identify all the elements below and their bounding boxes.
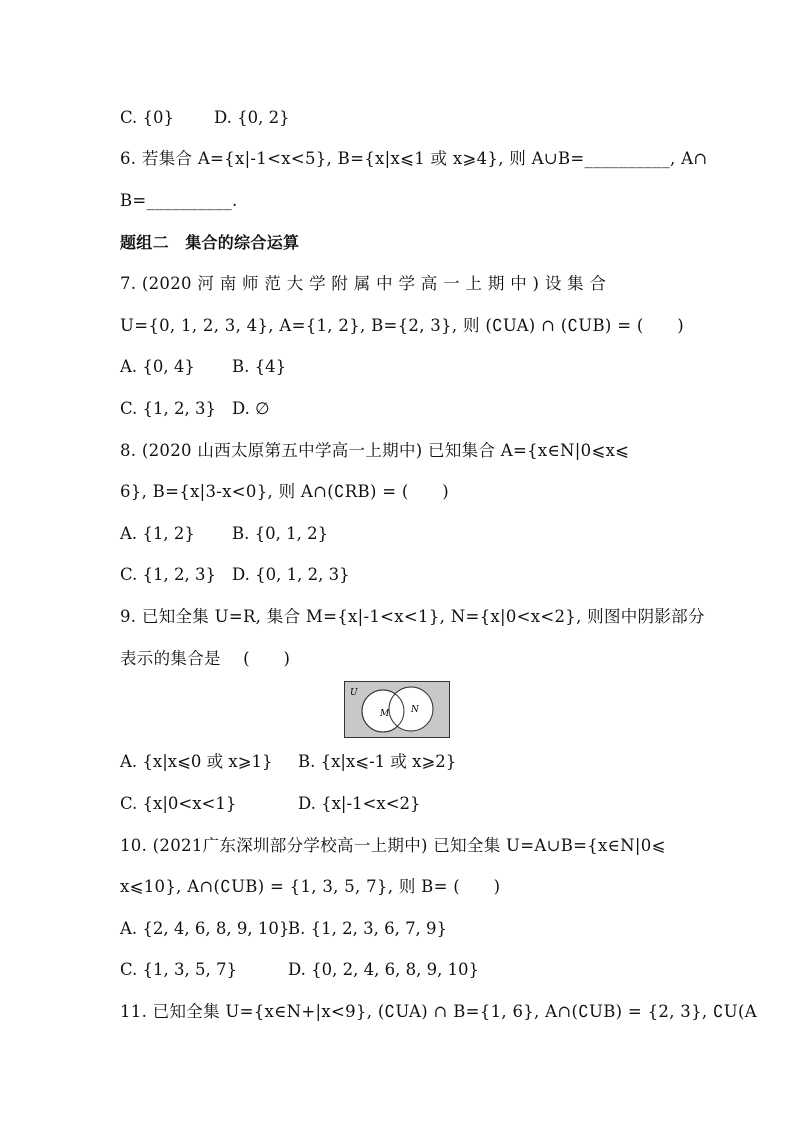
question-9-option-c: C. {x|0<x<1} xyxy=(120,794,237,813)
question-10-option-d: D. {0, 2, 4, 6, 8, 9, 10} xyxy=(288,960,480,979)
question-7-option-c: C. {1, 2, 3} xyxy=(120,399,216,418)
venn-label-n: N xyxy=(411,705,419,715)
section-title: 题组二 集合的综合运算 xyxy=(120,233,300,252)
question-10-line-1: 10. (2021广东深圳部分学校高一上期中) 已知全集 U=A∪B={x∈N|0⩽ xyxy=(120,836,666,855)
question-8-option-c: C. {1, 2, 3} xyxy=(120,565,216,584)
option-d: D. {0, 2} xyxy=(214,108,290,127)
question-7-line-1: 7. (2020 河 南 师 范 大 学 附 属 中 学 高 一 上 期 中 ) 设 集 合 xyxy=(120,274,607,293)
question-7-option-b: B. {4} xyxy=(232,357,287,376)
question-7-line-2: U={0, 1, 2, 3, 4}, A={1, 2}, B={2, 3}, 则 (∁UA) ∩ (∁UB) = ( ) xyxy=(120,316,684,335)
question-8-option-d: D. {0, 1, 2, 3} xyxy=(232,565,350,584)
question-9-option-a: A. {x|x⩽0 或 x⩾1} xyxy=(120,752,273,771)
question-10-option-a: A. {2, 4, 6, 8, 9, 10} xyxy=(120,919,290,938)
question-10-option-c: C. {1, 3, 5, 7} xyxy=(120,960,237,979)
question-9-option-b: B. {x|x⩽-1 或 x⩾2} xyxy=(298,752,457,771)
venn-diagram xyxy=(344,681,450,738)
question-10-option-b: B. {1, 2, 3, 6, 7, 9} xyxy=(288,919,448,938)
question-8-option-b: B. {0, 1, 2} xyxy=(232,524,329,543)
question-9-line-2: 表示的集合是 ( ) xyxy=(120,649,291,668)
question-8-line-1: 8. (2020 山西太原第五中学高一上期中) 已知集合 A={x∈N|0⩽x⩽ xyxy=(120,441,630,460)
venn-label-m: M xyxy=(380,709,390,719)
option-c: C. {0} xyxy=(120,108,175,127)
question-7-option-d: D. ∅ xyxy=(232,399,270,418)
question-8-option-a: A. {1, 2} xyxy=(120,524,195,543)
question-9-option-d: D. {x|-1<x<2} xyxy=(298,794,421,813)
question-6-line-1: 6. 若集合 A={x|-1<x<5}, B={x|x⩽1 或 x⩾4}, 则 A∪B=__________, A∩ xyxy=(120,149,708,168)
question-10-line-2: x⩽10}, A∩(∁UB) = {1, 3, 5, 7}, 则 B= ( ) xyxy=(120,877,501,896)
question-11-line-1: 11. 已知全集 U={x∈N+|x<9}, (∁UA) ∩ B={1, 6}, A∩(∁UB) = {2, 3}, ∁U(A xyxy=(120,1002,757,1021)
question-9-line-1: 9. 已知全集 U=R, 集合 M={x|-1<x<1}, N={x|0<x<2}, 则图中阴影部分 xyxy=(120,607,705,626)
question-8-line-2: 6}, B={x|3-x<0}, 则 A∩(∁RB) = ( ) xyxy=(120,482,449,501)
venn-label-u: U xyxy=(350,688,358,698)
question-6-line-2: B=__________. xyxy=(120,191,238,210)
question-7-option-a: A. {0, 4} xyxy=(120,357,195,376)
